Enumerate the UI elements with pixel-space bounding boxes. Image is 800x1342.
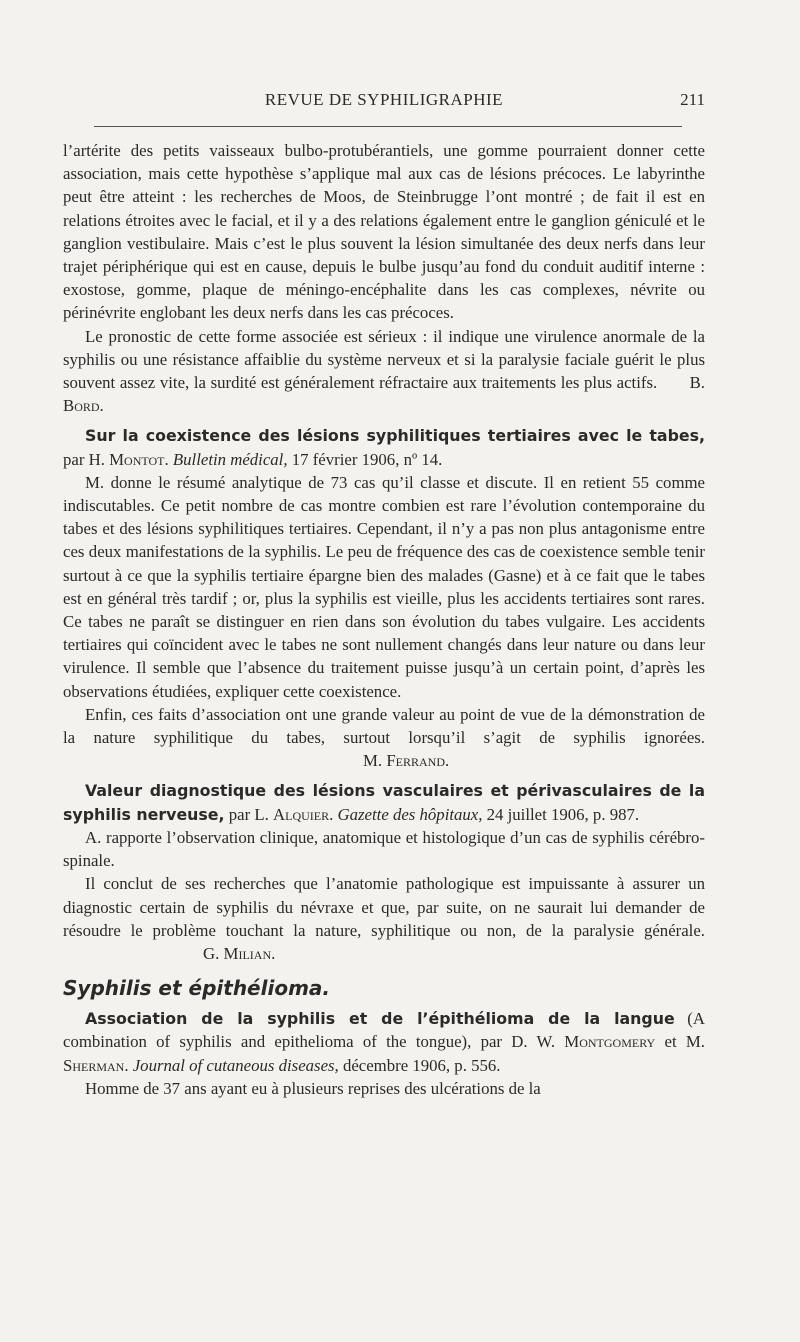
continuation-paragraph-1: l’artérite des petits vaisseaux bulbo-protubérantiels, une gomme pourraient donner cette association, mais cette hypothèse s’applique mal aux cas de lésions précoces. Le labyrinthe peut être atteint : les recherches de Moos, de Steinbrugge l’ont montré ; de fait il est en relations étroites avec le facial, et il y a des relations également entre le ganglion géniculé et le ganglion vestibulaire. Mais c’est le plus souvent la lésion simultanée des deux nerfs dans leur trajet périphérique qui est en cause, depuis le bulbe jusqu’au fond du conduit auditif interne : exostose, gomme, plaque de méningo-encéphalite dans les cas complexes, névrite ou périnévrite englobant les deux nerfs dans les cas précoces. <box>63 141 705 323</box>
reviewer-initial: G. <box>203 943 220 963</box>
reviewer-name: Milian. <box>223 943 276 963</box>
reviewer-name: Bord. <box>63 396 104 416</box>
article-3-date: décembre 1906, p. 556. <box>338 1055 501 1075</box>
continuation-paragraph-2 <box>63 325 705 418</box>
article-3-journal: Journal of cutaneous diseases, <box>128 1055 339 1075</box>
header-rule <box>94 126 682 127</box>
section-heading: Syphilis et épithélioma. <box>63 976 331 1001</box>
article-1-by: par H. <box>63 449 110 469</box>
article-1-paragraph-2-text: Enfin, ces faits d’association ont une grande valeur au point de vue de la démonstration de la nature syphilitique du tabes, surtout lorsqu’il s’agit de syphilis ignorées. <box>63 704 705 748</box>
reviewer-signature-milian <box>203 944 275 963</box>
article-3-author-1: Montgomery <box>564 1032 656 1052</box>
reviewer-initial: B. <box>689 373 705 393</box>
article-3-author-2: Sherman. <box>63 1055 129 1075</box>
article-2-date: 24 juillet 1906, p. 987. <box>482 804 640 824</box>
article-2-by: par L. <box>224 804 273 824</box>
article-1-date: 17 février 1906, nº 14. <box>287 449 443 469</box>
article-2-heading <box>63 779 705 825</box>
reviewer-name: Ferrand. <box>386 751 450 771</box>
article-3-title: Association de la syphilis et de l’épithélioma de la langue <box>85 1009 675 1029</box>
article-2-journal: Gazette des hôpitaux, <box>333 804 483 824</box>
article-1-paragraph-2 <box>63 703 705 773</box>
article-2-paragraph-1: A. rapporte l’observation clinique, anatomique et histologique d’un cas de syphilis cérébro-spinale. <box>63 827 705 871</box>
article-1-paragraph-1: M. donne le résumé analytique de 73 cas qu’il classe et discute. Il en retient 55 comme indiscutables. Ce petit nombre de cas montre combien est rare l’évolution contemporaine du tabes et des lésions syphilitiques tertiaires. Cependant, il n’y a pas non plus antagonisme entre ces deux manifestations de la syphilis. Le peu de fréquence des cas de coexistence semble tenir surtout à ce que la syphilis tertiaire épargne bien des malades (Gasne) et à ce fait que le tabes est en général très tardif ; or, plus la syphilis est vieille, plus les accidents tertiaires sont rares. Ce tabes ne paraît se distinguer en rien dans son évolution du tabes vulgaire. Les accidents tertiaires qui coïncident avec le tabes ne sont nullement changés dans leur nature ou dans leur virulence. Il semble que l’absence du traitement puisse jusqu’à un certain point, d’après les observations étudiées, expliquer cette coexistence. <box>63 472 705 701</box>
page-number: 211 <box>680 90 705 109</box>
article-1-title: Sur la coexistence des lésions syphilitiques tertiaires avec le tabes, <box>85 426 705 446</box>
article-1-heading <box>63 424 705 470</box>
reviewer-signature-ferrand <box>363 751 449 770</box>
running-title: REVUE DE SYPHILIGRAPHIE <box>264 90 504 109</box>
article-3-meta-1: (A combination of syphilis and epithelioma of the tongue), par D. W. <box>63 1009 705 1052</box>
running-head <box>63 88 705 114</box>
article-2-paragraph-2 <box>63 872 705 965</box>
reviewer-initial: M. <box>363 751 383 771</box>
article-1-journal: Bulletin médical, <box>168 449 288 469</box>
article-2-author: Alquier. <box>273 804 334 824</box>
body-text <box>63 139 705 1100</box>
article-2-paragraph-2-text: Il conclut de ses recherches que l’anatomie pathologique est impuissante à assurer un diagnostic certain de syphilis du névraxe et que, par suite, on ne saurait lui demander de résoudre le problème touchant la nature, syphilitique ou non, de la paralysie générale. <box>63 874 705 940</box>
continuation-paragraph-2-text: Le pronostic de cette forme associée est sérieux : il indique une virulence anormale de la syphilis ou une résistance affaiblie du système nerveux et si la paralysie faciale guérit le plus souvent assez vite, la surdité est généralement réfractaire aux traitements les plus actifs. <box>63 326 705 393</box>
article-3-heading <box>63 1007 705 1077</box>
article-3-meta-2: et M. <box>655 1032 705 1052</box>
article-2-title: Valeur diagnostique des lésions vasculaires et périvasculaires de la syphilis nerveuse, <box>63 781 705 824</box>
article-1-author: Montot. <box>109 449 169 469</box>
article-3-paragraph-1: Homme de 37 ans ayant eu à plusieurs reprises des ulcérations de la <box>85 1078 541 1098</box>
